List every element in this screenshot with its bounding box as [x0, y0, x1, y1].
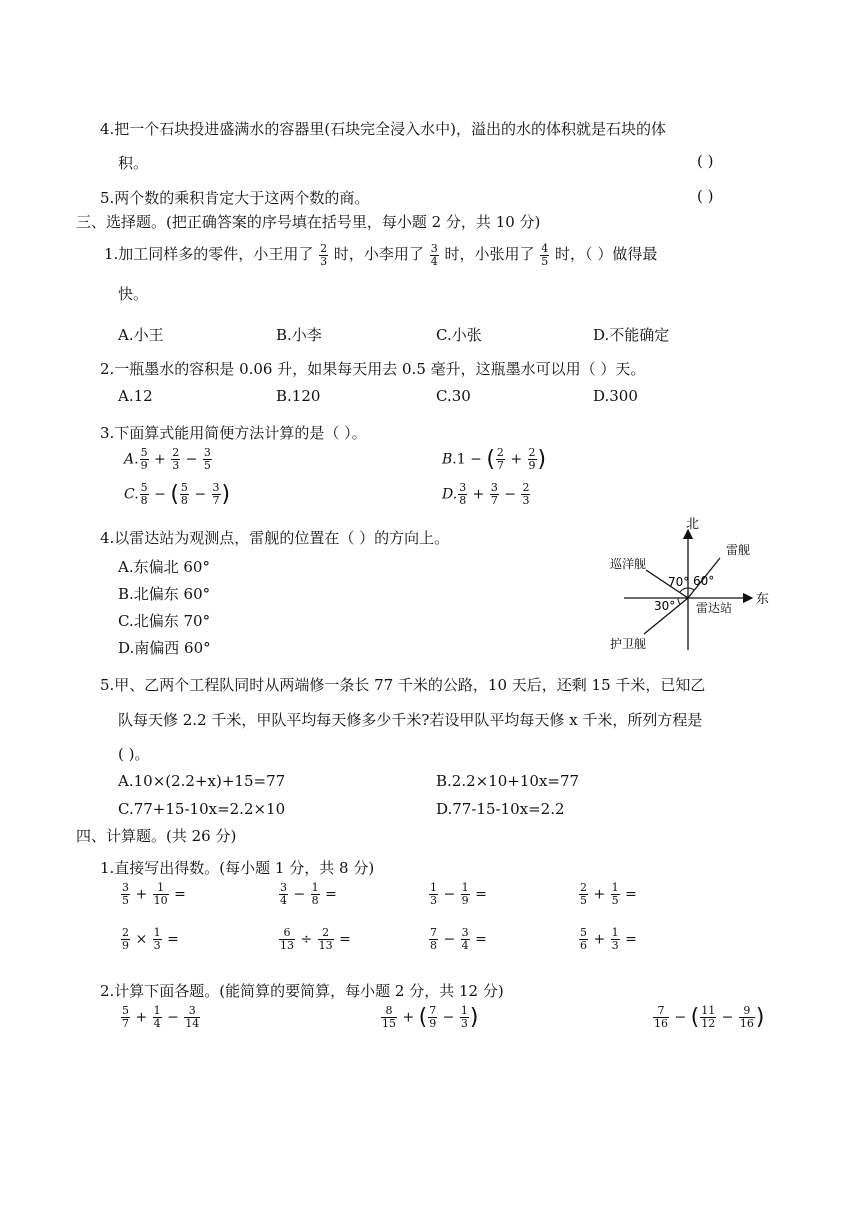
fraction: $\frac{8}{15}$ — [382, 1004, 396, 1030]
fraction: $\frac{1}{10}$ — [153, 881, 168, 907]
station-label: 雷达站 — [696, 601, 733, 615]
s3-q1-text-part1: 1.加工同样多的零件，小王用了 — [104, 245, 314, 263]
calc-item: $\frac{6}{13}$ ÷ $\frac{2}{13}$ = — [280, 926, 351, 952]
s3-q5-line3: ( )。 — [118, 745, 150, 763]
calc-item: $\frac{7}{8}$ − $\frac{3}{4}$ = — [430, 926, 487, 952]
fraction: $\frac{3}{5}$ — [203, 446, 211, 472]
s3-q5-line1: 5.甲、乙两个工程队同时从两端修一条长 77 千米的公路，10 天后，还剩 15 千米，已知乙 — [100, 676, 706, 694]
fraction: $\frac{1}{3}$ — [153, 926, 161, 952]
option-c[interactable]: C.小张 — [436, 326, 482, 344]
fraction: $\frac{3}{7}$ — [212, 481, 220, 507]
option-d[interactable]: D.77-15-10x=2.2 — [436, 800, 565, 818]
fraction: $\frac{3}{14}$ — [185, 1004, 200, 1030]
option-b[interactable]: B.120 — [276, 387, 321, 405]
fraction: $\frac{7}{16}$ — [654, 1004, 668, 1030]
s3-q3-text: 3.下面算式能用简便方法计算的是（ ）。 — [100, 424, 367, 442]
fraction: $\frac{7}{8}$ — [430, 926, 437, 952]
option-b[interactable]: B.2.2×10+10x=77 — [436, 772, 580, 790]
calc-item: $\frac{1}{3}$ − $\frac{1}{9}$ = — [430, 881, 487, 907]
fraction: $\frac{3}{7}$ — [490, 481, 498, 507]
fraction: $\frac{1}{3}$ — [611, 926, 619, 952]
option-d[interactable]: D.300 — [593, 387, 638, 405]
fraction: $\frac{5}{8}$ — [140, 481, 148, 507]
option-b[interactable]: B.1 − ( $\frac{2}{7}$ + $\frac{2}{9}$ ) — [442, 446, 547, 472]
s3-q2-text: 2.一瓶墨水的容积是 0.06 升，如果每天用去 0.5 毫升，这瓶墨水可以用（ ）天。 — [100, 360, 646, 378]
option-b[interactable]: B.小李 — [276, 326, 322, 344]
fraction: $\frac{3}{4}$ — [430, 241, 438, 268]
option-a[interactable]: A.12 — [118, 387, 153, 405]
option-c[interactable]: C. $\frac{5}{8}$ − ( $\frac{5}{8}$ − $\frac{3}{7}$ ) — [124, 481, 231, 507]
judge-q5-answer-blank[interactable]: ( ) — [697, 187, 714, 205]
option-a[interactable]: A.小王 — [118, 326, 164, 344]
fraction: $\frac{1}{9}$ — [461, 881, 469, 907]
fraction: $\frac{2}{9}$ — [122, 926, 129, 952]
calc-expression: $\frac{5}{7}$ + $\frac{1}{4}$ − $\frac{3}{14}$ — [122, 1004, 200, 1030]
option-d[interactable]: D.南偏西 60° — [118, 639, 211, 657]
option-a[interactable]: A.10×(2.2+x)+15=77 — [118, 772, 286, 790]
calc-expression: $\frac{7}{16}$ − ( $\frac{11}{12}$ − $\frac{9}{16}$ ) — [654, 1004, 765, 1030]
fraction: $\frac{5}{8}$ — [180, 481, 188, 507]
fraction: $\frac{4}{5}$ — [541, 241, 549, 268]
radar-compass-diagram — [606, 516, 776, 656]
angle-70-label: 70° — [668, 575, 690, 589]
option-a[interactable]: A. $\frac{5}{9}$ + $\frac{2}{3}$ − $\frac{3}{5}$ — [124, 446, 211, 472]
fraction: $\frac{5}{9}$ — [140, 446, 148, 472]
destroyer-label: 雷舰 — [726, 543, 751, 557]
judge-q5: 5.两个数的乘积肯定大于这两个数的商。 — [100, 189, 370, 207]
fraction: $\frac{5}{7}$ — [122, 1004, 129, 1030]
fraction: $\frac{2}{5}$ — [580, 881, 587, 907]
s3-q1-text-part4: 时，（ ）做得最 — [555, 245, 658, 263]
option-b[interactable]: B.北偏东 60° — [118, 585, 211, 603]
escort-label: 护卫舰 — [610, 637, 647, 651]
judge-q4-line2: 积。 — [118, 154, 149, 172]
fraction: $\frac{3}{4}$ — [280, 881, 287, 907]
calc-item: $\frac{2}{9}$ × $\frac{1}{3}$ = — [122, 926, 179, 952]
s3-q1-text-part2: 时，小李用了 — [333, 245, 424, 263]
s3-q4-text: 4.以雷达站为观测点，雷舰的位置在（ ）的方向上。 — [100, 529, 450, 547]
north-label: 北 — [686, 517, 700, 532]
calc-item: $\frac{3}{5}$ + $\frac{1}{10}$ = — [122, 881, 186, 907]
fraction: $\frac{3}{4}$ — [461, 926, 469, 952]
option-a[interactable]: A.东偏北 60° — [118, 558, 210, 576]
s3-q1-line1 — [104, 240, 657, 268]
cruiser-label: 巡洋舰 — [610, 557, 647, 571]
fraction: $\frac{1}{5}$ — [611, 881, 619, 907]
option-c[interactable]: C.北偏东 70° — [118, 612, 211, 630]
fraction: $\frac{5}{6}$ — [580, 926, 587, 952]
fraction: $\frac{3}{5}$ — [122, 881, 129, 907]
angle-60-label: 60° — [693, 574, 715, 588]
fraction: $\frac{1}{3}$ — [460, 1004, 468, 1030]
calc-item: $\frac{3}{4}$ − $\frac{1}{8}$ = — [280, 881, 337, 907]
fraction: $\frac{11}{12}$ — [701, 1004, 716, 1030]
fraction: $\frac{9}{16}$ — [739, 1004, 754, 1030]
s4-q1-text: 1.直接写出得数。(每小题 1 分，共 8 分) — [100, 859, 375, 877]
fraction: $\frac{1}{4}$ — [153, 1004, 161, 1030]
s4-q2-text: 2.计算下面各题。(能简算的要简算，每小题 2 分，共 12 分) — [100, 982, 504, 1000]
calc-expression: $\frac{8}{15}$ + ( $\frac{7}{9}$ − $\frac{1}{3}$ ) — [382, 1004, 479, 1030]
angle-arc-30 — [678, 598, 680, 604]
s3-q5-line2: 队每天修 2.2 千米，甲队平均每天修多少千米?若设甲队平均每天修 x 千米，所列方程是 — [118, 711, 703, 729]
calc-item: $\frac{5}{6}$ + $\frac{1}{3}$ = — [580, 926, 637, 952]
fraction: $\frac{1}{8}$ — [311, 881, 319, 907]
option-d[interactable]: D.不能确定 — [593, 326, 670, 344]
calc-item: $\frac{2}{5}$ + $\frac{1}{5}$ = — [580, 881, 637, 907]
fraction: $\frac{2}{3}$ — [320, 241, 328, 268]
s3-q1-text-part3: 时，小张用了 — [444, 245, 535, 263]
fraction: $\frac{6}{13}$ — [280, 926, 294, 952]
fraction: $\frac{3}{8}$ — [459, 481, 467, 507]
s3-q1-line2: 快。 — [118, 285, 149, 303]
judge-q4-answer-blank[interactable]: ( ) — [697, 152, 714, 170]
fraction: $\frac{2}{3}$ — [522, 481, 530, 507]
fraction: $\frac{7}{9}$ — [429, 1004, 437, 1030]
option-c[interactable]: C.30 — [436, 387, 471, 405]
section4-title: 四、计算题。(共 26 分) — [76, 827, 237, 845]
fraction: $\frac{2}{7}$ — [496, 446, 504, 472]
option-d[interactable]: D. $\frac{3}{8}$ + $\frac{3}{7}$ − $\frac{2}{3}$ — [442, 481, 530, 507]
fraction: $\frac{1}{3}$ — [430, 881, 437, 907]
judge-q4-line1: 4.把一个石块投进盛满水的容器里(石块完全浸入水中)，溢出的水的体积就是石块的体 — [100, 120, 667, 138]
east-label: 东 — [756, 592, 770, 607]
fraction: $\frac{2}{13}$ — [318, 926, 333, 952]
angle-30-label: 30° — [654, 599, 676, 613]
option-c[interactable]: C.77+15-10x=2.2×10 — [118, 800, 286, 818]
fraction: $\frac{2}{3}$ — [172, 446, 180, 472]
section3-title: 三、选择题。(把正确答案的序号填在括号里，每小题 2 分，共 10 分) — [76, 213, 541, 231]
fraction: $\frac{2}{9}$ — [528, 446, 536, 472]
